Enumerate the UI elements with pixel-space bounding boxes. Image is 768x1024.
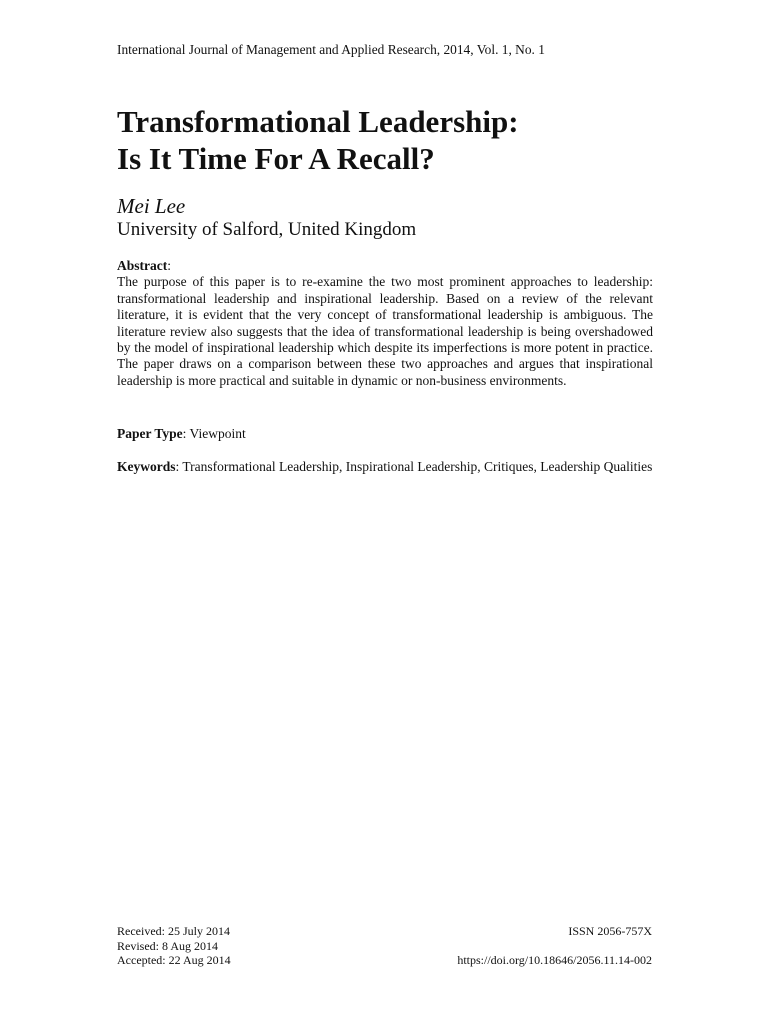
keywords-value: : Transformational Leadership, Inspirational Leadership, Critiques, Leadership Qualities (175, 459, 653, 474)
abstract-text: The purpose of this paper is to re-examine the two most prominent approaches to leadership: transformational leadership and inspirational leadership. Based on a review of the relevant literature, it is evident that the very concept of transformational leadership is ambiguous. The literature review also suggests that the idea of transformational leadership is being overshadowed by the model of inspirational leadership which despite its imperfections is more potent in practice. The paper draws on a comparison between these two approaches and argues that inspirational leadership is more practical and suitable in dynamic or non-business environments. (117, 274, 653, 388)
paper-title (117, 103, 677, 177)
keywords-label: Keywords (117, 459, 176, 474)
paper-type-label: Paper Type (117, 426, 183, 441)
paper-type-value: : Viewpoint (182, 426, 246, 441)
issn: ISSN 2056-757X (568, 924, 652, 938)
abstract-label-colon: : (167, 258, 172, 273)
doi-link[interactable]: https://doi.org/10.18646/2056.11.14-002 (457, 953, 652, 967)
submission-dates (117, 924, 231, 968)
journal-running-header: International Journal of Management and Applied Research, 2014, Vol. 1, No. 1 (117, 42, 545, 57)
abstract-section (117, 258, 653, 389)
paper-type (117, 426, 653, 442)
author-name: Mei Lee (117, 194, 186, 218)
keywords (117, 459, 653, 475)
abstract-label: Abstract (117, 258, 168, 273)
paper-title-line-2: Is It Time For A Recall? (117, 141, 435, 176)
accepted-date: Accepted: 22 Aug 2014 (117, 953, 231, 967)
received-date: Received: 25 July 2014 (117, 924, 230, 938)
revised-date: Revised: 8 Aug 2014 (117, 938, 218, 953)
abstract-heading (117, 258, 653, 274)
paper-title-line-1: Transformational Leadership: (117, 104, 519, 139)
author-affiliation: University of Salford, United Kingdom (117, 219, 417, 240)
